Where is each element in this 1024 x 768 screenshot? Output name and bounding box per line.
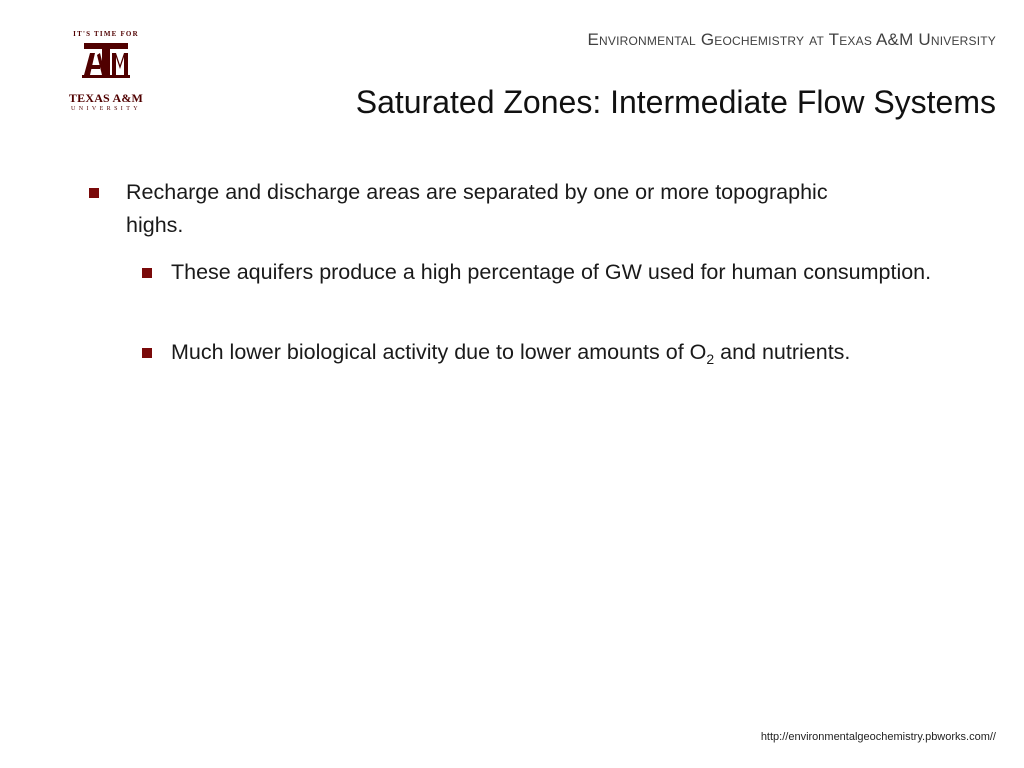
organization-header: Environmental Geochemistry at Texas A&M University (587, 30, 996, 49)
bullet-level-2 (142, 256, 942, 289)
bullet-text: Recharge and discharge areas are separated by one or more topographic highs. (126, 180, 828, 237)
subscript: 2 (706, 351, 715, 367)
bullet-level-2 (142, 336, 942, 369)
atm-monogram-icon (80, 41, 132, 81)
logo-tagline: IT'S TIME FOR (73, 30, 139, 38)
texas-am-logo (58, 28, 154, 118)
bullet-level-1 (89, 176, 829, 242)
footer-url: http://environmentalgeochemistry.pbworks.com// (760, 731, 996, 743)
bullet-text: These aquifers produce a high percentage of GW used for human consumption. (171, 260, 932, 284)
square-bullet-icon (142, 348, 152, 358)
square-bullet-icon (142, 268, 152, 278)
logo-subname: UNIVERSITY (71, 106, 141, 112)
slide-title: Saturated Zones: Intermediate Flow Systems (355, 84, 996, 120)
logo-name: TEXAS A&M (68, 91, 144, 105)
square-bullet-icon (89, 188, 99, 198)
bullet-text-before: Much lower biological activity due to lower amounts of O (171, 340, 707, 364)
bullet-text (171, 336, 942, 369)
bullet-text-after: and nutrients. (714, 340, 851, 364)
